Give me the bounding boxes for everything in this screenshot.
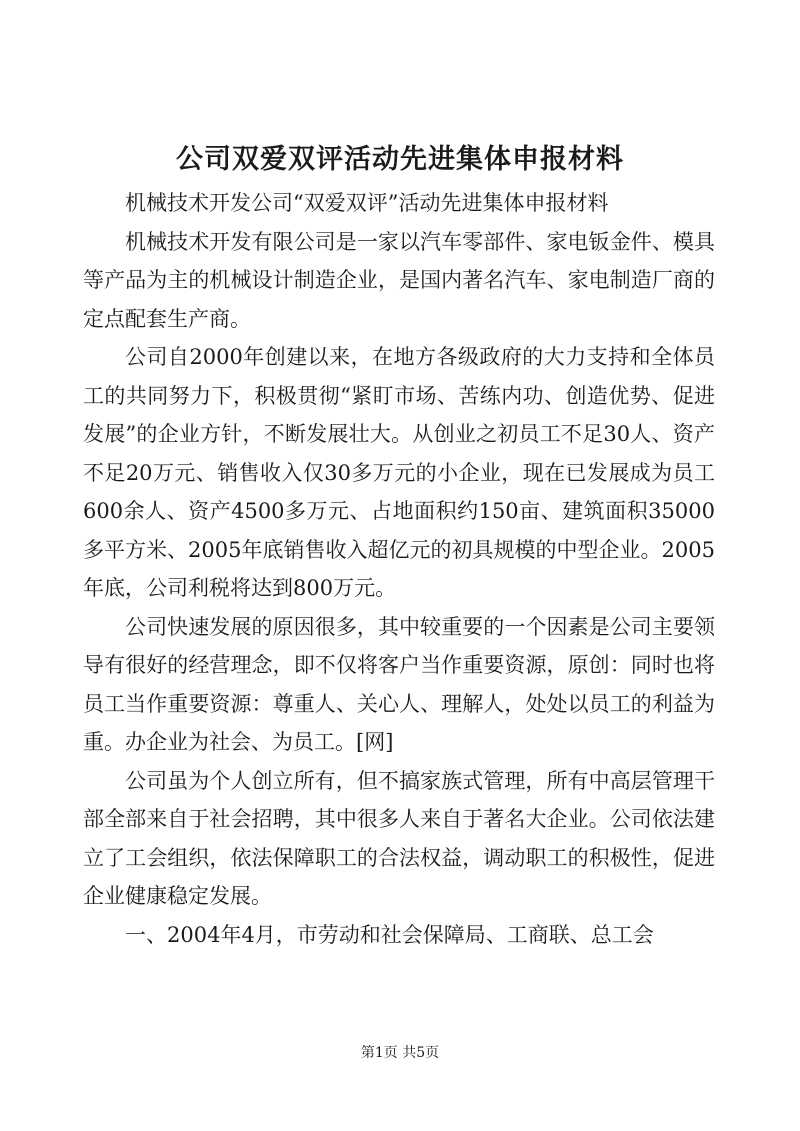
page-footer xyxy=(0,1043,800,1063)
paragraph-section-one: 一、2004年4月，市劳动和社会保障局、工商联、总工会 xyxy=(125,922,654,947)
paragraph-governance: 公司虽为个人创立所有，但不搞家族式管理，所有中高层管理干部全部来自于社会招聘，其中很多人来自于著名大企业。公司依法建立了工会组织，依法保障职工的合法权益，调动职工的积极性，促进企业健康稳定发展。 xyxy=(83,768,715,908)
paragraph-subtitle: 机械技术开发公司“双爱双评”活动先进集体申报材料 xyxy=(125,191,609,215)
paragraph-company-intro: 机械技术开发有限公司是一家以汽车零部件、家电钣金件、模具等产品为主的机械设计制造企业，是国内著名汽车、家电制造厂商的定点配套生产商。 xyxy=(83,229,715,331)
paragraph-company-history: 公司自2000年创建以来，在地方各级政府的大力支持和全体员工的共同努力下，积极贯彻“紧盯市场、苦练内功、创造优势、促进发展”的企业方针，不断发展壮大。从创业之初员工不足30人、资产不足20万元、销售收入仅30多万元的小企业，现在已发展成为员工600余人、资产4500多万元、占地面积约150亩、建筑面积35000多平方米、2005年底销售收入超亿元的初具规模的中型企业。2005年底，公司利税将达到800万元。 xyxy=(83,345,715,600)
paragraph-management-philosophy: 公司快速发展的原因很多，其中较重要的一个因素是公司主要领导有很好的经营理念，即不仅将客户当作重要资源，原创：同时也将员工当作重要资源：尊重人、关心人、理解人，处处以员工的利益为重。办企业为社会、为员工。[网] xyxy=(83,614,715,754)
page-indicator: 第1页 共5页 xyxy=(360,1045,440,1061)
document-title: 公司双爱双评活动先进集体申报材料 xyxy=(176,144,624,175)
document-body xyxy=(83,184,715,954)
